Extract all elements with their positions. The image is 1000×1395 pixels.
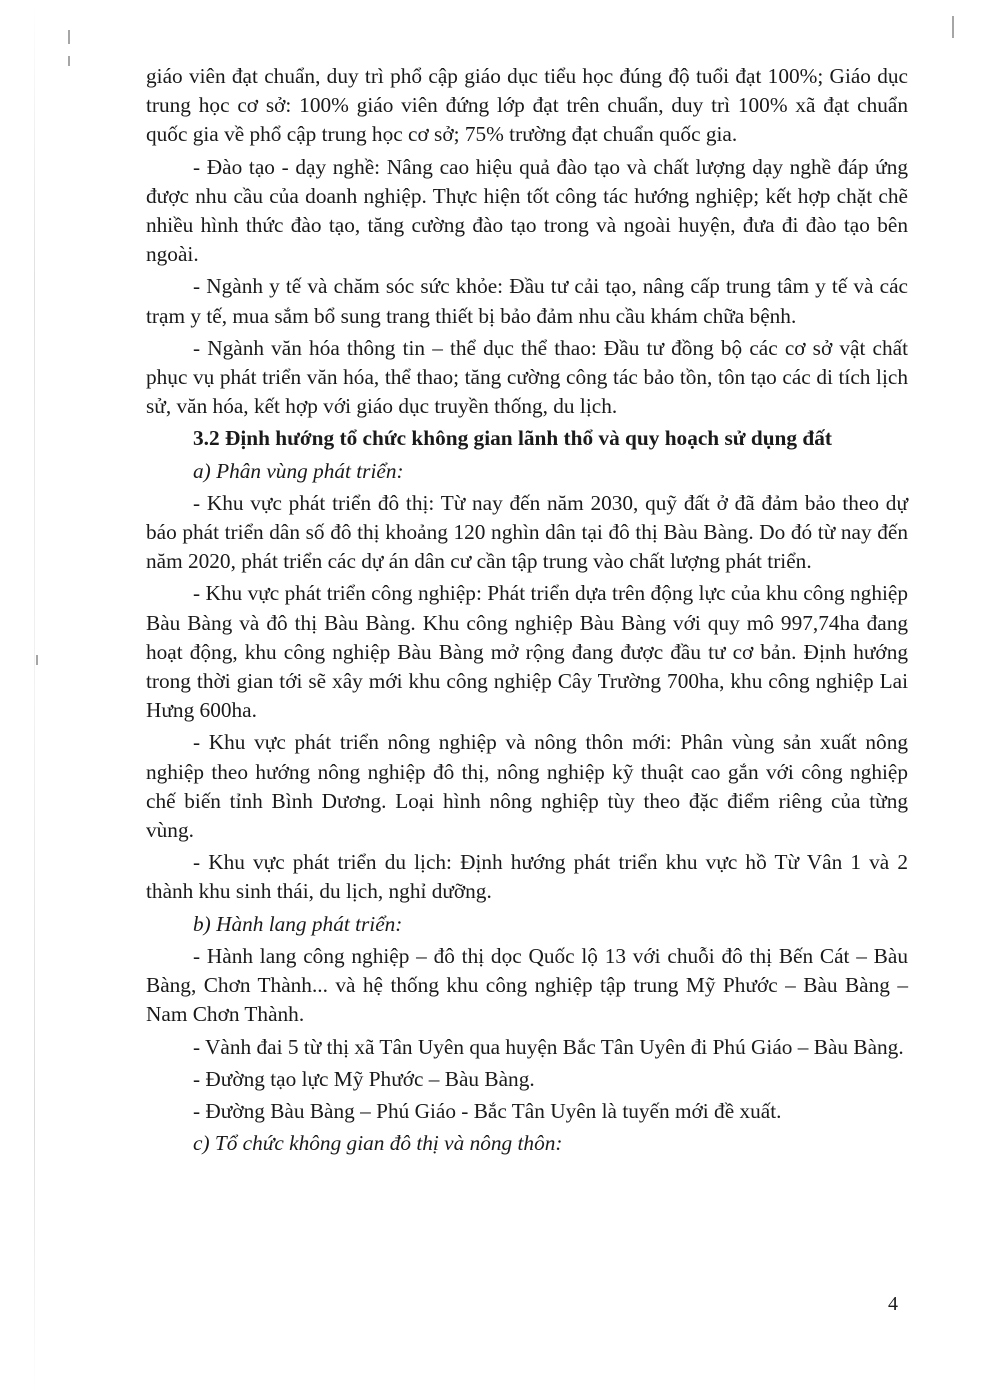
paragraph-tourism-development: - Khu vực phát triển du lịch: Định hướng phát triển khu vực hồ Từ Vân 1 và 2 thành khu sinh thái, du lịch, nghỉ dưỡng. bbox=[146, 850, 908, 904]
section-heading-3-2: 3.2 Định hướng tổ chức không gian lãnh thổ và quy hoạch sử dụng đất bbox=[193, 426, 832, 451]
paragraph-vocational-training: - Đào tạo - dạy nghề: Nâng cao hiệu quả đào tạo và chất lượng dạy nghề đáp ứng được nhu cầu của doanh nghiệp. Thực hiện tốt công tác hướng nghiệp; kết hợp chặt chẽ nhiều hình thức đào tạo, tăng cường đào tạo trong và ngoài huyện, đưa đi đào tạo bên ngoài. bbox=[146, 154, 908, 267]
paragraph-education-continued: giáo viên đạt chuẩn, duy trì phổ cập giáo dục tiểu học đúng độ tuổi đạt 100%; Giáo dục trung học cơ sở: 100% giáo viên đứng lớp đạt trên chuẩn, duy trì 100% xã đạt chuẩn quốc gia về phổ cập trung học cơ sở; 75% trường đạt chuẩn quốc gia. bbox=[146, 64, 908, 147]
subheading-urban-rural-space: c) Tổ chức không gian đô thị và nông thôn: bbox=[193, 1131, 563, 1156]
paragraph-agriculture-development: - Khu vực phát triển nông nghiệp và nông thôn mới: Phân vùng sản xuất nông nghiệp theo hướng nông nghiệp đô thị, nông nghiệp kỹ thuật cao gắn với công nghiệp chế biến tỉnh Bình Dương. Loại hình nông nghiệp tùy theo đặc điểm riêng của từng vùng. bbox=[146, 730, 908, 843]
document-body bbox=[146, 62, 908, 1161]
scan-mark bbox=[68, 56, 70, 66]
paragraph-healthcare: - Ngành y tế và chăm sóc sức khỏe: Đầu tư cải tạo, nâng cấp trung tâm y tế và các trạm y tế, mua sắm bổ sung trang thiết bị bảo đảm nhu cầu khám chữa bệnh. bbox=[146, 274, 908, 328]
paragraph-ring-road-5: - Vành đai 5 từ thị xã Tân Uyên qua huyện Bắc Tân Uyên đi Phú Giáo – Bàu Bàng. bbox=[193, 1034, 904, 1059]
scan-edge-shadow bbox=[34, 0, 35, 1395]
paragraph-culture-sports: - Ngành văn hóa thông tin – thể dục thể thao: Đầu tư đồng bộ các cơ sở vật chất phục vụ phát triển văn hóa, thể thao; tăng cường công tác bảo tồn, tôn tạo các di tích lịch sử, văn hóa, kết hợp với giáo dục truyền thống, du lịch. bbox=[146, 335, 908, 419]
subheading-development-zones: a) Phân vùng phát triển: bbox=[193, 458, 404, 483]
paragraph-new-route: - Đường Bàu Bàng – Phú Giáo - Bắc Tân Uyên là tuyến mới đề xuất. bbox=[193, 1098, 782, 1123]
paragraph-industrial-development: - Khu vực phát triển công nghiệp: Phát triển dựa trên động lực của khu công nghiệp Bàu Bàng và đô thị Bàu Bàng. Khu công nghiệp Bàu Bàng với quy mô 997,74ha đang hoạt động, khu công nghiệp Bàu Bàng mở rộng đang được đầu tư cơ bản. Định hướng trong thời gian tới sẽ xây mới khu công nghiệp Cây Trường 700ha, khu công nghiệp Lai Hưng 600ha. bbox=[146, 581, 908, 723]
scan-mark bbox=[68, 30, 70, 44]
paragraph-my-phuoc-road: - Đường tạo lực Mỹ Phước – Bàu Bàng. bbox=[193, 1066, 535, 1091]
page-number: 4 bbox=[888, 1293, 898, 1315]
scan-mark bbox=[952, 16, 954, 38]
subheading-development-corridors: b) Hành lang phát triển: bbox=[193, 911, 403, 936]
paragraph-corridor-highway-13: - Hành lang công nghiệp – đô thị dọc Quốc lộ 13 với chuỗi đô thị Bến Cát – Bàu Bàng, Chơn Thành... và hệ thống khu công nghiệp tập trung Mỹ Phước – Bàu Bàng – Nam Chơn Thành. bbox=[146, 943, 908, 1027]
paragraph-urban-development: - Khu vực phát triển đô thị: Từ nay đến năm 2030, quỹ đất ở đã đảm bảo theo dự báo phát triển dân số đô thị khoảng 120 nghìn dân tại đô thị Bàu Bàng. Do đó từ nay đến năm 2020, phát triển các dự án dân cư cần tập trung vào chất lượng phát triển. bbox=[146, 490, 908, 574]
scan-mark bbox=[36, 655, 38, 665]
